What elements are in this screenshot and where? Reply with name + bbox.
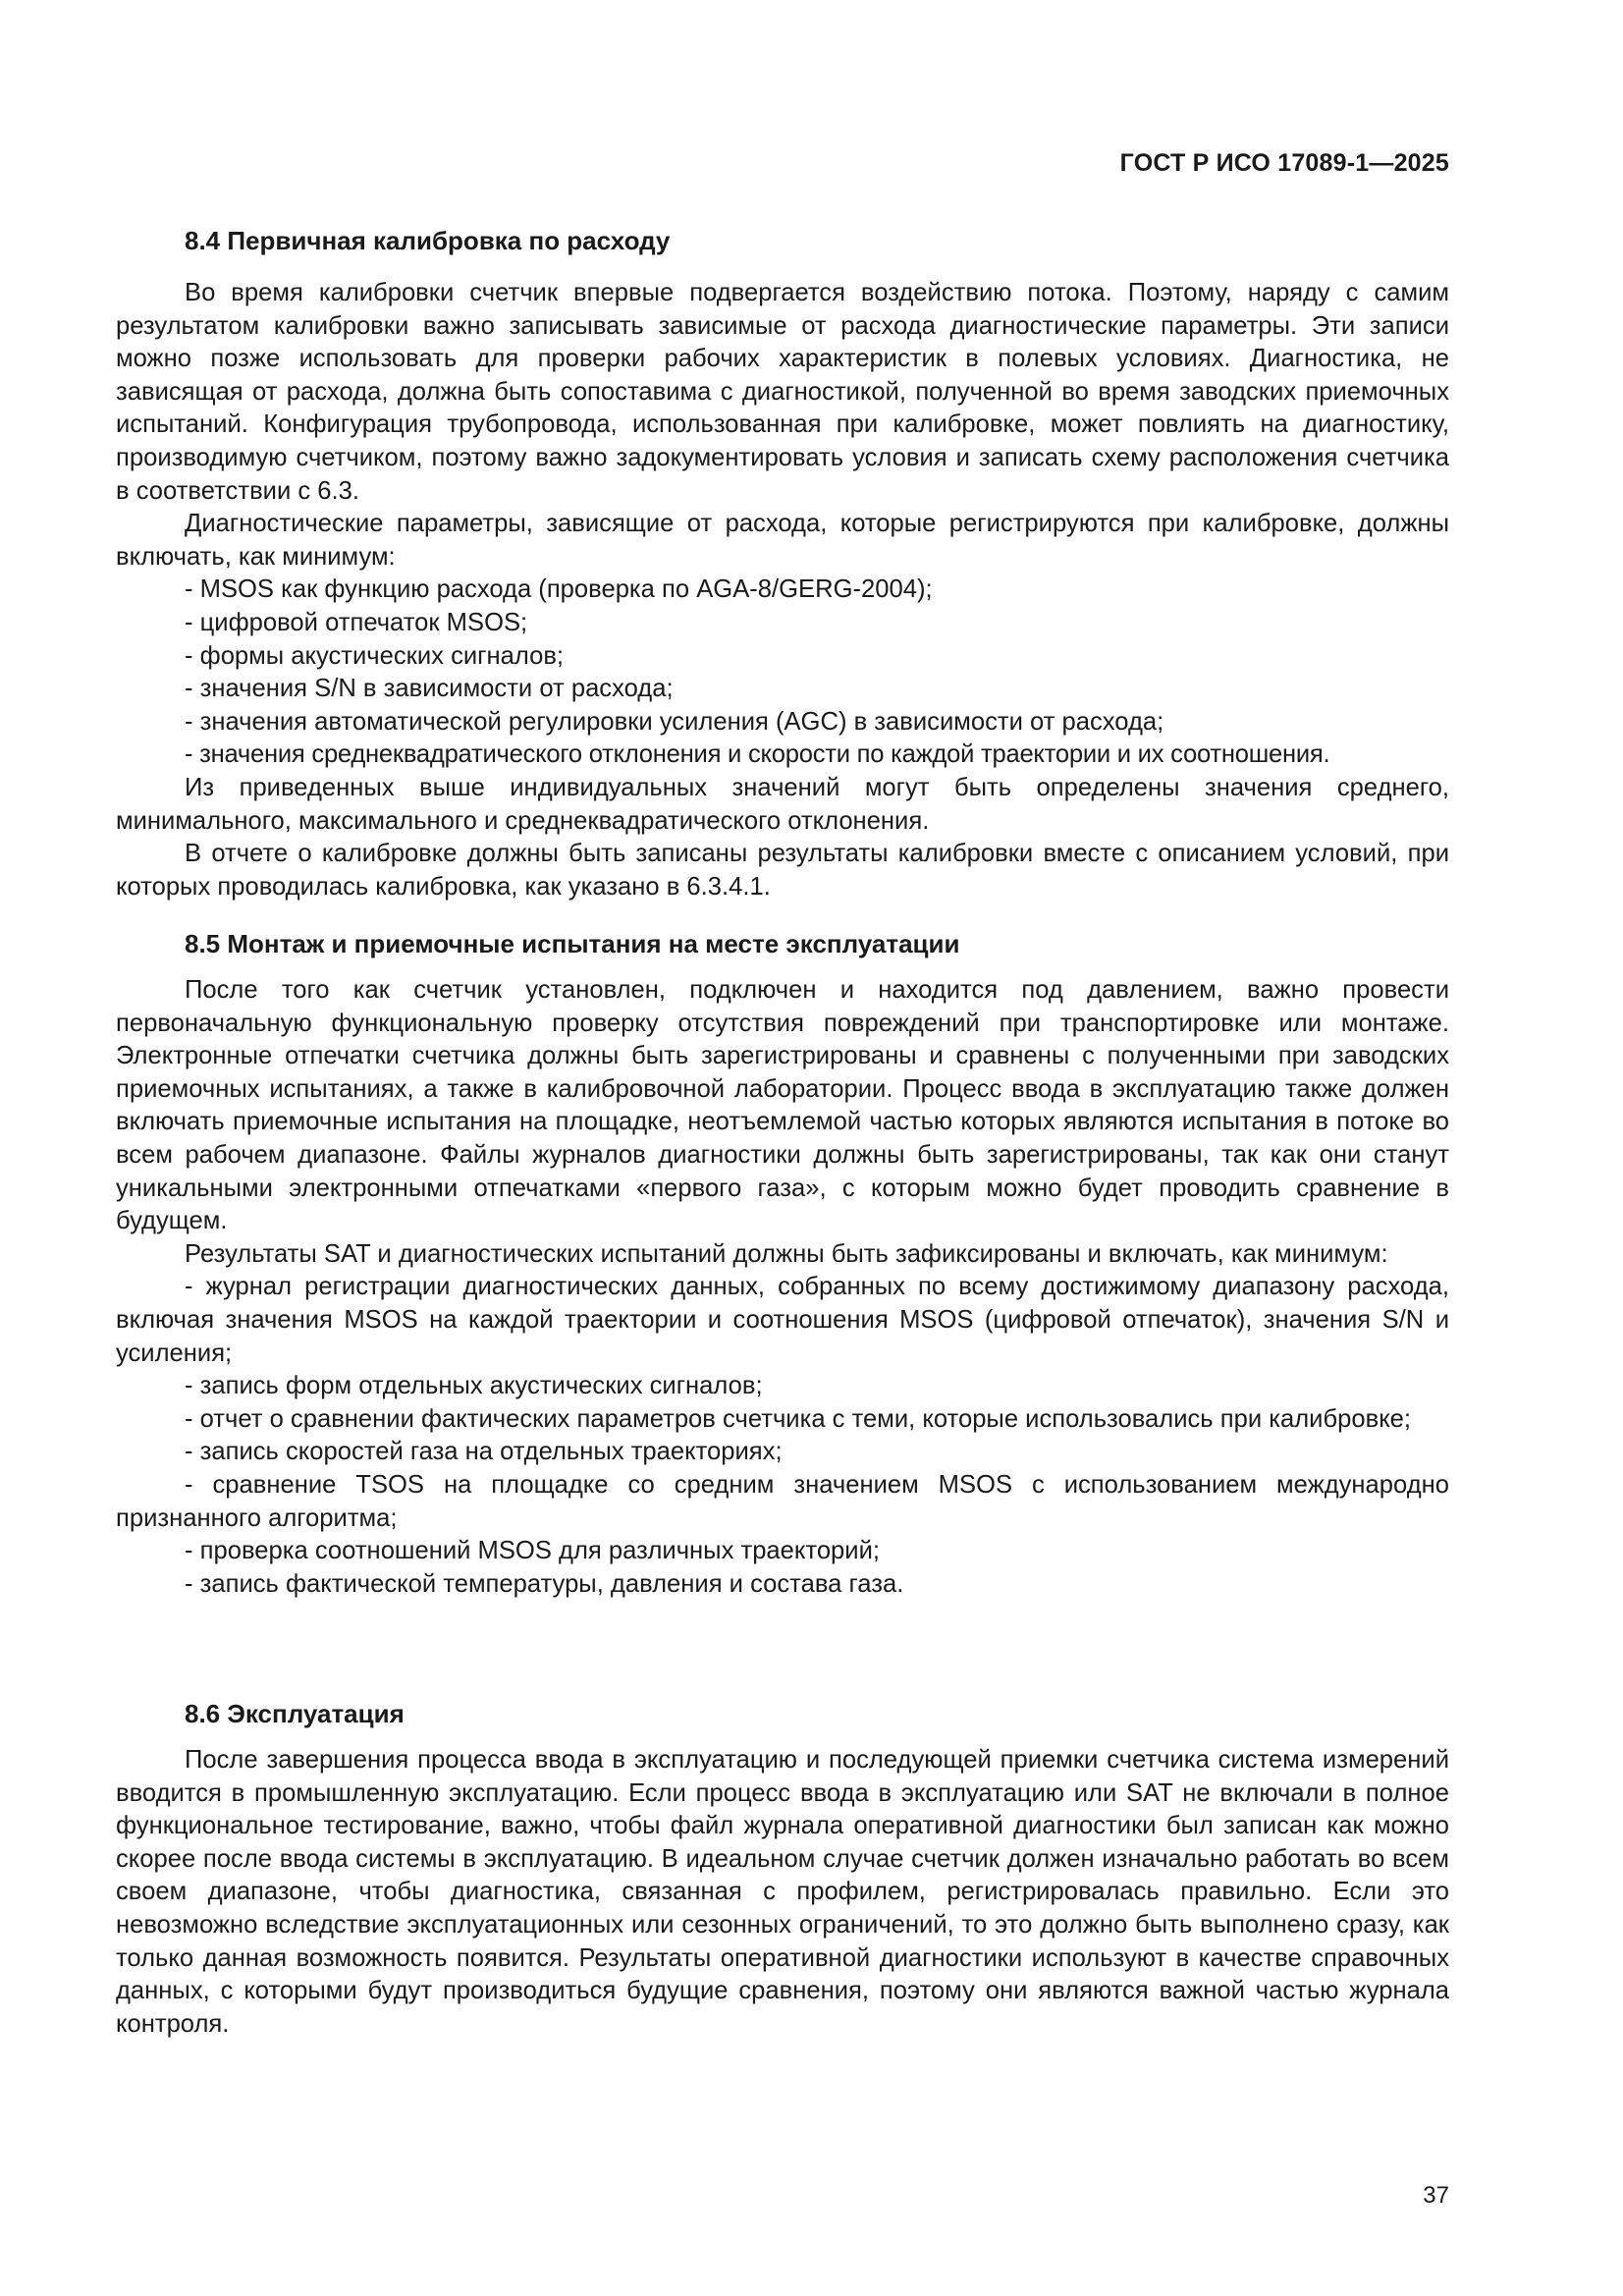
list-item: - цифровой отпечаток MSOS; <box>185 608 528 636</box>
list-item: - отчет о сравнении фактических параметров счетчика с теми, которые использовались при калибровке; <box>185 1404 1412 1433</box>
list-item: - значения автоматической регулировки усиления (AGC) в зависимости от расхода; <box>185 707 1164 736</box>
paragraph: Диагностические параметры, зависящие от расхода, которые регистрируются при калибровке, должны включать, как минимум: <box>116 510 1449 571</box>
list-item: - запись скоростей газа на отдельных траекториях; <box>185 1438 783 1466</box>
section-8-5-title: 8.5 Монтаж и приемочные испытания на месте эксплуатации <box>185 929 960 958</box>
list-item: - формы акустических сигналов; <box>185 641 565 670</box>
paragraph: После того как счетчик установлен, подключен и находится под давлением, важно провести первоначальную функциональную проверку отсутствия повреждений при транспортировке или монтаже. Электронные отпечатки счетчика должны быть зарегистрированы и сравнены с полученными при заводских приемочных испытаниях, а также в калибровочной лаборатории. Процесс ввода в эксплуатацию также должен включать приемочные испытания на площадке, неотъемлемой частью которых являются испытания в потоке во всем рабочем диапазоне. Файлы журналов диагностики должны быть зарегистрированы, так как они станут уникальными электронными отпечатками «первого газа», с которым можно будет проводить сравнение в будущем. <box>116 976 1449 1235</box>
page-number: 37 <box>1423 2182 1449 2209</box>
section-8-4-body <box>116 277 1449 903</box>
list-item: - MSOS как функцию расхода (проверка по AGA-8/GERG-2004); <box>185 575 933 604</box>
paragraph: После завершения процесса ввода в эксплуатацию и последующей приемки счетчика система измерений вводится в промышленную эксплуатацию. Если процесс ввода в эксплуатацию или SAT не включали в полное функциональное тестирование, важно, чтобы файл журнала оперативной диагностики был записан как можно скорее после ввода системы в эксплуатацию. В идеальном случае счетчик должен изначально работать во всем своем диапазоне, чтобы диагностика, связанная с профилем, регистрировалась правильно. Если это невозможно вследствие эксплуатационных или сезонных ограничений, то это должно быть выполнено сразу, как только данная возможность появится. Результаты оперативной диагностики используют в качестве справочных данных, с которыми будут производиться будущие сравнения, поэтому они являются важной частью журнала контроля. <box>116 1746 1449 2038</box>
list-item: - проверка соотношений MSOS для различных траекторий; <box>185 1537 880 1565</box>
section-8-6-title: 8.6 Эксплуатация <box>185 1699 405 1728</box>
section-8-5-body <box>116 974 1449 1601</box>
paragraph: Во время калибровки счетчик впервые подвергается воздействию потока. Поэтому, наряду с самим результатом калибровки важно записывать зависимые от расхода диагностические параметры. Эти записи можно позже использовать для проверки рабочих характеристик в полевых условиях. Диагностика, не зависящая от расхода, должна быть сопоставима с диагностикой, полученной во время заводских приемочных испытаний. Конфигурация трубопровода, использованная при калибровке, может повлиять на диагностику, производимую счетчиком, поэтому важно задокументировать условия и записать схему расположения счетчика в соответствии с 6.3. <box>116 279 1449 505</box>
standard-code-header: ГОСТ Р ИСО 17089-1—2025 <box>1119 149 1449 177</box>
paragraph: Результаты SAT и диагностических испытаний должны быть зафиксированы и включать, как минимум: <box>185 1239 1388 1268</box>
list-item: - значения S/N в зависимости от расхода; <box>185 675 674 703</box>
section-8-6-body <box>116 1744 1449 2041</box>
section-8-4-title: 8.4 Первичная калибровка по расходу <box>185 226 671 255</box>
paragraph: Из приведенных выше индивидуальных значений могут быть определены значения среднего, минимального, максимального и среднеквадратического отклонения. <box>116 773 1449 835</box>
list-item: - журнал регистрации диагностических данных, собранных по всему достижимому диапазону расхода, включая значения MSOS на каждой траектории и соотношения MSOS (цифровой отпечаток), значения S/N и усиления; <box>116 1273 1449 1367</box>
list-item: - запись форм отдельных акустических сигналов; <box>185 1372 763 1400</box>
list-item: - значения среднеквадратического отклонения и скорости по каждой траектории и их соотношения. <box>185 740 1330 769</box>
paragraph: В отчете о калибровке должны быть записаны результаты калибровки вместе с описанием условий, при которых проводилась калибровка, как указано в 6.3.4.1. <box>116 840 1449 901</box>
list-item: - сравнение TSOS на площадке со средним значением MSOS с использованием международно признанного алгоритма; <box>116 1470 1449 1532</box>
list-item: - запись фактической температуры, давления и состава газа. <box>185 1569 904 1598</box>
